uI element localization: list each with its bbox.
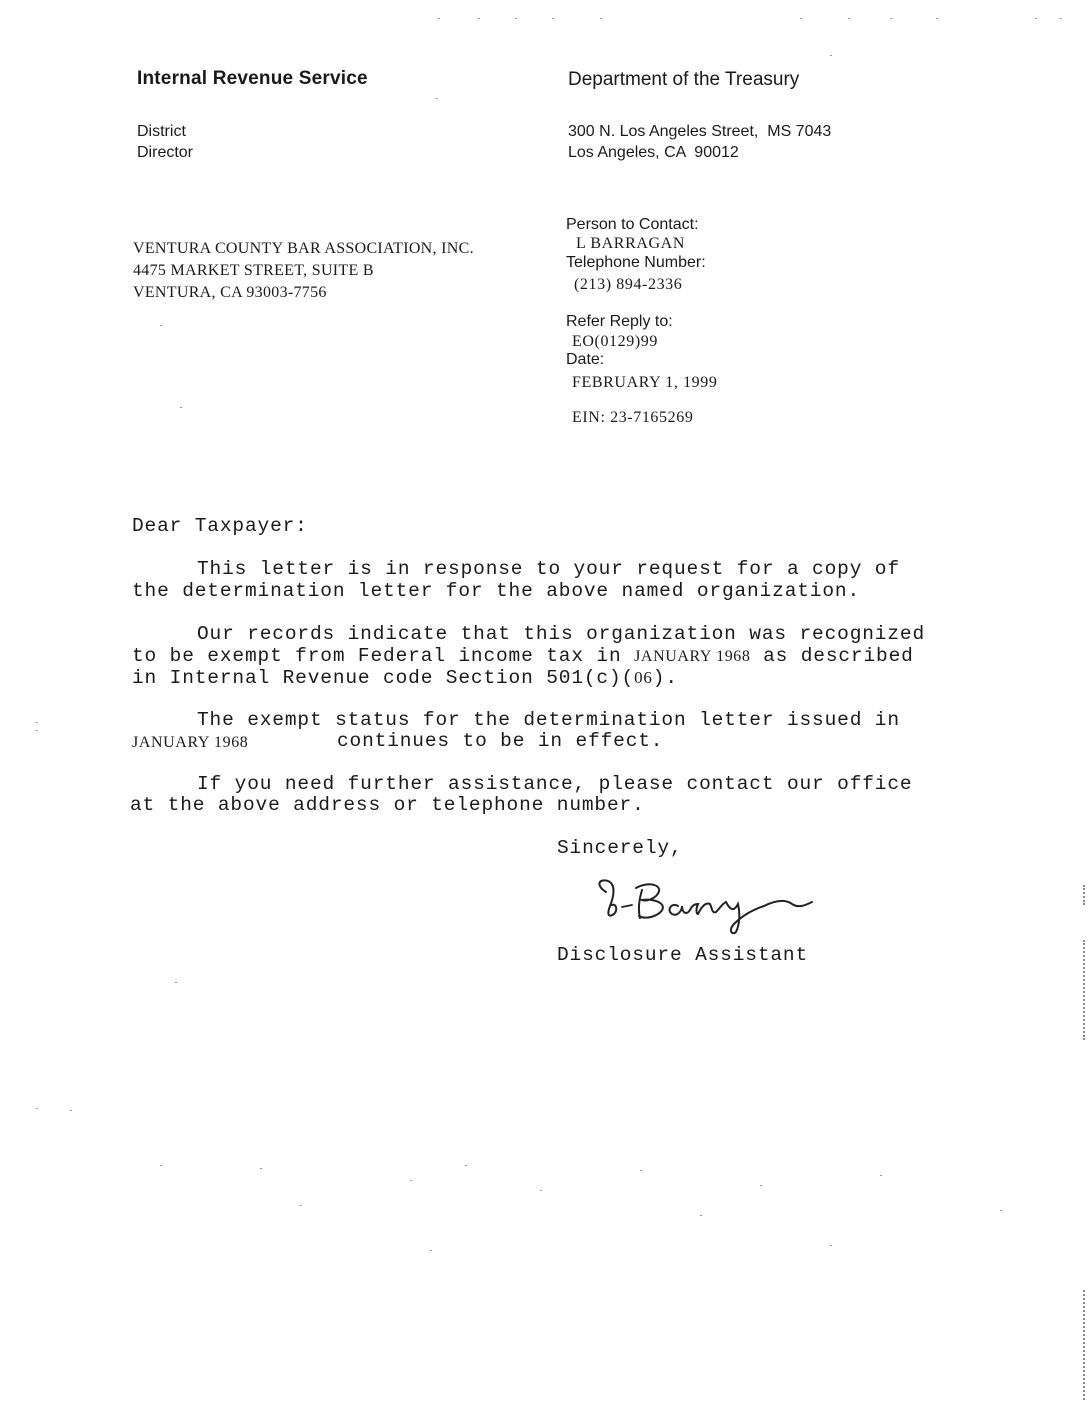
scan-edge-artifact: [1083, 1290, 1087, 1400]
scan-speck: [260, 1168, 262, 1169]
subsection-code: 06: [634, 668, 653, 687]
paragraph-2-line-3-end: ).: [652, 667, 678, 689]
recipient-name: VENTURA COUNTY BAR ASSOCIATION, INC.: [133, 240, 474, 257]
date-value: FEBRUARY 1, 1999: [572, 374, 718, 391]
person-to-contact-value: L BARRAGAN: [576, 235, 685, 252]
scan-speck: [600, 18, 602, 19]
refer-reply-label: Refer Reply to:: [566, 313, 673, 330]
scan-speck: [36, 722, 38, 723]
scan-speck: [800, 18, 802, 19]
office-title-line1: District: [137, 123, 186, 140]
scan-speck: [180, 407, 182, 408]
scan-speck: [300, 1205, 302, 1206]
paragraph-2-line-2: [132, 646, 914, 668]
paragraph-1-line-1: This letter is in response to your request for a copy of: [197, 558, 900, 580]
scan-speck: [438, 18, 440, 19]
scan-speck: [552, 18, 554, 19]
scan-speck: [436, 98, 438, 99]
paragraph-3-line-2: continues to be in effect.: [337, 730, 664, 752]
scan-speck: [760, 1185, 762, 1186]
scan-speck: [175, 982, 177, 983]
scan-speck: [640, 1170, 642, 1171]
handwritten-signature: [592, 872, 820, 938]
scan-speck: [70, 1110, 72, 1111]
closing: Sincerely,: [557, 837, 683, 859]
scan-edge-artifact: [1083, 885, 1087, 905]
scan-speck: [830, 1245, 832, 1246]
paragraph-4-line-1: If you need further assistance, please contact our office: [197, 773, 913, 795]
scan-speck: [936, 18, 938, 19]
scan-speck: [848, 18, 850, 19]
recipient-city: VENTURA, CA 93003-7756: [133, 284, 327, 301]
scan-speck: [410, 1180, 412, 1181]
scan-speck: [160, 325, 162, 326]
ein-value: EIN: 23-7165269: [572, 409, 694, 426]
recognition-date: JANUARY 1968: [634, 648, 751, 665]
salutation: Dear Taxpayer:: [132, 515, 308, 537]
scan-speck: [430, 1250, 432, 1251]
scan-speck: [160, 1165, 162, 1166]
scan-speck: [540, 1190, 542, 1191]
paragraph-2-line-3-text: in Internal Revenue code Section 501(c)(: [132, 667, 635, 689]
office-title-line2: Director: [137, 144, 194, 161]
paragraph-3-line-1: The exempt status for the determination letter issued in: [197, 709, 900, 731]
date-label: Date:: [566, 351, 605, 368]
scan-speck: [1060, 18, 1062, 19]
recipient-street: 4475 MARKET STREET, SUITE B: [133, 262, 374, 279]
refer-reply-value: EO(0129)99: [572, 333, 658, 350]
paragraph-4-line-2: at the above address or telephone number.: [130, 794, 645, 816]
scan-speck: [890, 18, 892, 19]
paragraph-2-line-1: Our records indicate that this organization was recognized: [197, 623, 926, 645]
agency-name: Internal Revenue Service: [137, 68, 368, 89]
scan-speck: [830, 55, 832, 56]
scan-speck: [700, 1215, 702, 1216]
scan-speck: [465, 1165, 467, 1166]
scan-speck: [515, 18, 517, 19]
department-name: Department of the Treasury: [568, 69, 800, 90]
issue-date: JANUARY 1968: [132, 734, 249, 751]
office-street: 300 N. Los Angeles Street, MS 7043: [568, 123, 832, 140]
telephone-value: (213) 894-2336: [574, 276, 683, 293]
paragraph-2-line-3: [132, 667, 678, 690]
telephone-label: Telephone Number:: [566, 254, 706, 271]
scan-speck: [1035, 18, 1037, 19]
paragraph-2-line-2-end: as described: [763, 645, 914, 667]
paragraph-2-line-2-text: to be exempt from Federal income tax in: [132, 645, 622, 667]
scan-speck: [880, 1175, 882, 1176]
person-to-contact-label: Person to Contact:: [566, 216, 699, 233]
office-city: Los Angeles, CA 90012: [568, 144, 739, 161]
scan-speck: [1000, 1210, 1002, 1211]
scan-speck: [36, 730, 38, 731]
scan-edge-artifact: [1083, 940, 1087, 1040]
signer-title: Disclosure Assistant: [557, 944, 809, 966]
paragraph-1-line-2: the determination letter for the above named organization.: [132, 580, 861, 602]
scan-speck: [36, 1108, 38, 1109]
scan-speck: [478, 18, 480, 19]
